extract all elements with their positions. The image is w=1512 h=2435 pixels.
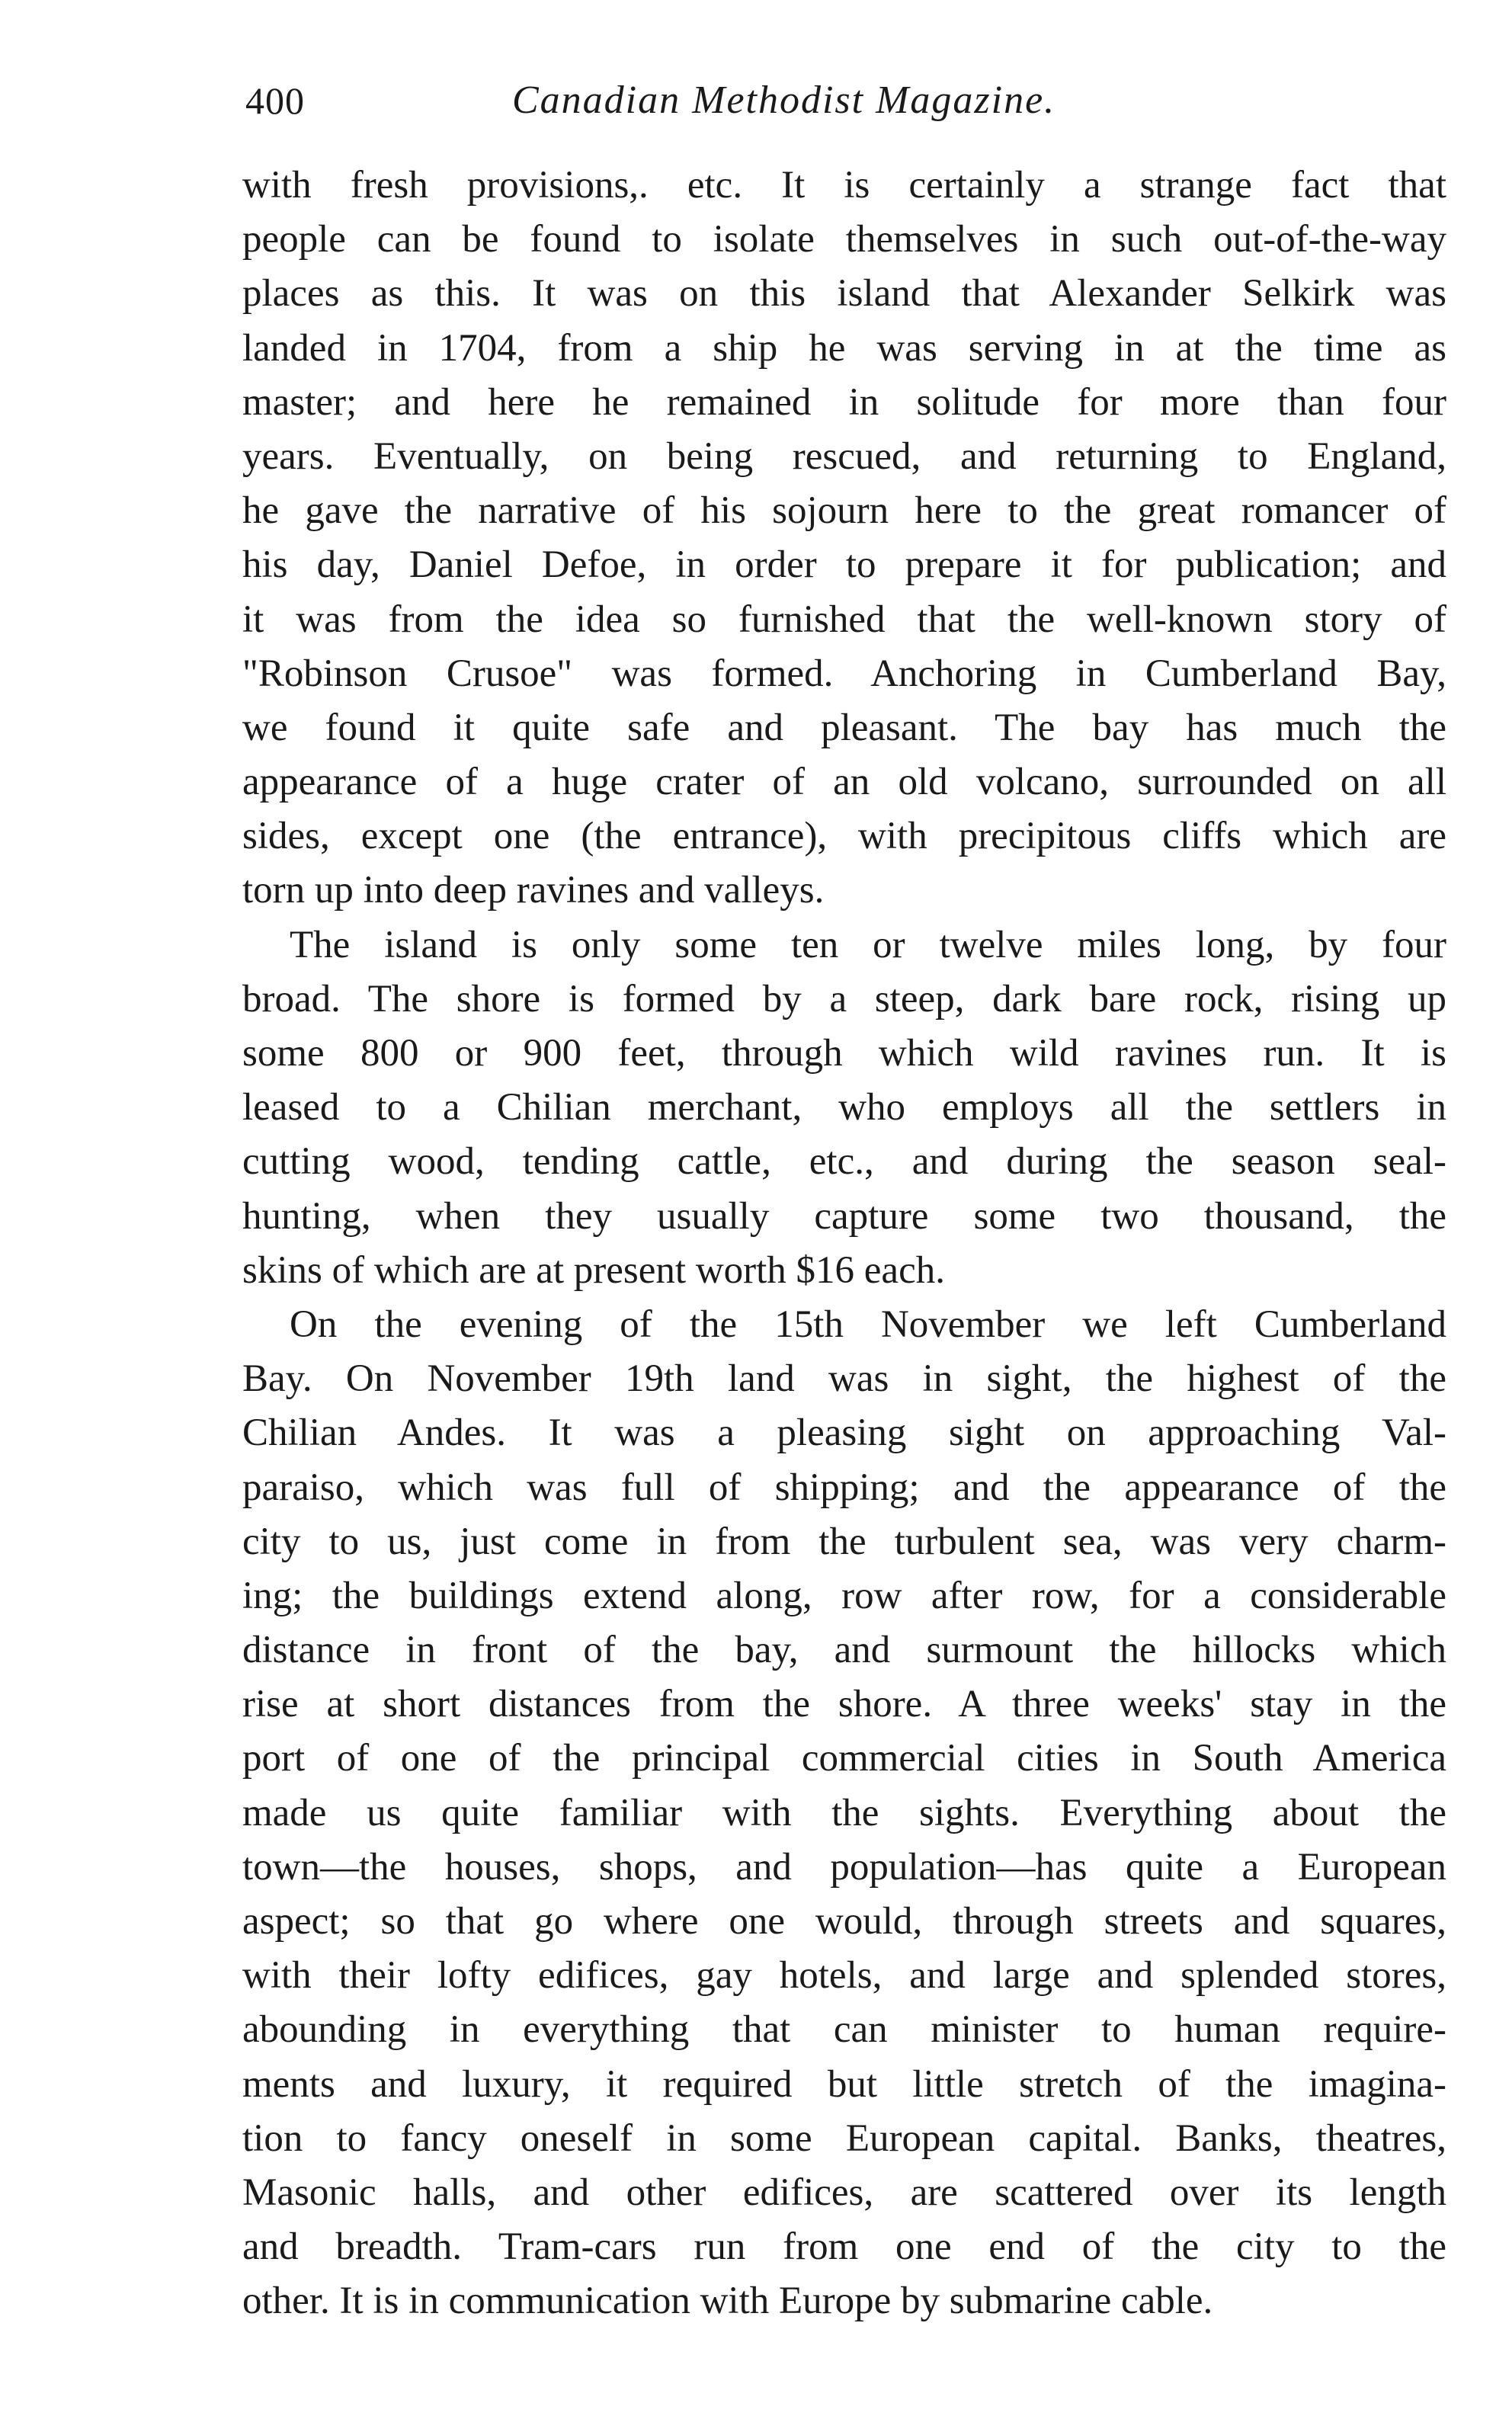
body-text	[242, 159, 1446, 2329]
text-line: city to us, just come in from the turbulent sea, was very charm-	[242, 1520, 1446, 1563]
running-head	[245, 70, 1434, 131]
text-line: ing; the buildings extend along, row after row, for a considerable	[242, 1574, 1446, 1617]
paragraph	[242, 918, 1446, 1298]
text-line: appearance of a huge crater of an old volcano, surrounded on all	[242, 761, 1446, 804]
text-line: people can be found to isolate themselves in such out-of-the-way	[242, 218, 1446, 261]
text-line: Bay. On November 19th land was in sight, the highest of the	[242, 1357, 1446, 1401]
text-line: landed in 1704, from a ship he was serving in at the time as	[242, 326, 1446, 370]
text-line: abounding in everything that can minister to human require-	[242, 2008, 1446, 2052]
text-line: Masonic halls, and other edifices, are scattered over its length	[242, 2171, 1446, 2214]
text-line: we found it quite safe and pleasant. The bay has much the	[242, 706, 1446, 749]
text-line: The island is only some ten or twelve miles long, by four	[290, 923, 1446, 966]
paragraph	[242, 1298, 1446, 2329]
text-line: years. Eventually, on being rescued, and returning to England,	[242, 434, 1446, 478]
text-line: aspect; so that go where one would, through streets and squares,	[242, 1900, 1446, 1943]
text-line: places as this. It was on this island that Alexander Selkirk was	[242, 272, 1446, 316]
paragraph	[242, 159, 1446, 918]
text-line: made us quite familiar with the sights. Everything about the	[242, 1791, 1446, 1834]
page-number: 400	[245, 79, 305, 122]
text-line: with fresh provisions,. etc. It is certainly a strange fact that	[242, 164, 1446, 207]
text-line: he gave the narrative of his sojourn here to the great romancer of	[242, 489, 1446, 533]
text-line: Chilian Andes. It was a pleasing sight on approaching Val-	[242, 1411, 1446, 1455]
running-title: Canadian Methodist Magazine.	[512, 78, 1056, 122]
text-line: sides, except one (the entrance), with precipitous cliffs which are	[242, 815, 1446, 858]
text-line: tion to fancy oneself in some European capital. Banks, theatres,	[242, 2116, 1446, 2160]
text-line: leased to a Chilian merchant, who employs all the settlers in	[242, 1086, 1446, 1129]
text-line: distance in front of the bay, and surmount the hillocks which	[242, 1629, 1446, 1672]
text-line: rise at short distances from the shore. A three weeks' stay in the	[242, 1683, 1446, 1726]
text-line: other. It is in communication with Europe by submarine cable.	[242, 2280, 1213, 2323]
text-line: torn up into deep ravines and valleys.	[242, 869, 825, 912]
text-line: town—the houses, shops, and population—has quite a European	[242, 1845, 1446, 1889]
text-line: skins of which are at present worth $16 each.	[242, 1248, 945, 1292]
text-line: paraiso, which was full of shipping; and the appearance of the	[242, 1466, 1446, 1509]
text-line: his day, Daniel Defoe, in order to prepare it for publication; and	[242, 543, 1446, 587]
text-line: with their lofty edifices, gay hotels, and large and splended stores,	[242, 1954, 1446, 1998]
text-line: On the evening of the 15th November we left Cumberland	[290, 1302, 1446, 1346]
text-line: master; and here he remained in solitude for more than four	[242, 380, 1446, 424]
text-line: some 800 or 900 feet, through which wild ravines run. It is	[242, 1032, 1446, 1075]
text-line: it was from the idea so furnished that the well-known story of	[242, 598, 1446, 641]
text-line: cutting wood, tending cattle, etc., and during the season seal-	[242, 1140, 1446, 1184]
text-line: broad. The shore is formed by a steep, dark bare rock, rising up	[242, 977, 1446, 1020]
text-line: port of one of the principal commercial cities in South America	[242, 1737, 1446, 1780]
text-line: "Robinson Crusoe" was formed. Anchoring in Cumberland Bay,	[242, 652, 1446, 695]
text-line: ments and luxury, it required but little stretch of the imagina-	[242, 2062, 1446, 2106]
text-line: and breadth. Tram-cars run from one end of the city to the	[242, 2225, 1446, 2269]
text-line: hunting, when they usually capture some two thousand, the	[242, 1194, 1446, 1238]
